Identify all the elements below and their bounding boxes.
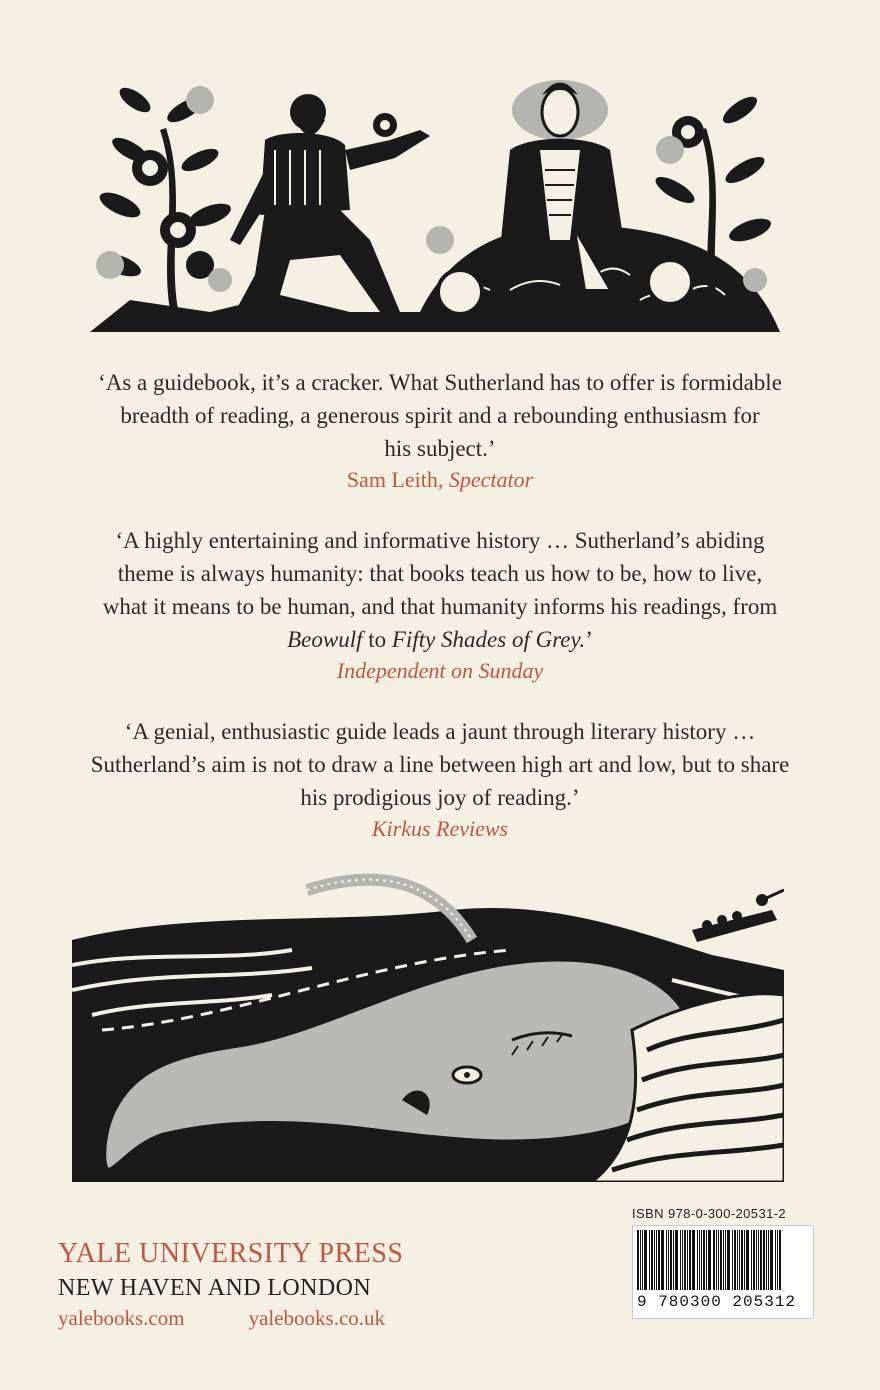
quote-line: theme is always humanity: that books teach us how to be, how to live, [117,561,763,586]
barcode-bar [723,1230,724,1290]
quote-line: his prodigious joy of reading.’ [300,785,580,810]
barcode-bar [760,1230,762,1290]
barcode-bar [692,1230,695,1290]
barcode-bar [701,1230,702,1290]
barcode-bar [744,1230,745,1290]
barcode-bar [706,1230,707,1290]
barcode-bar [766,1230,767,1290]
review-quote-3 [40,715,840,844]
bottom-woodcut-illustration [72,870,784,1182]
barcode-bar [658,1230,660,1290]
quote-source: Independent on Sunday [336,658,544,683]
barcode-bar [668,1230,669,1290]
publisher-name: YALE UNIVERSITY PRESS [58,1238,404,1269]
barcode-bar [732,1230,733,1290]
barcode-bar [751,1230,752,1290]
barcode-bar [666,1230,667,1290]
barcode-bar [651,1230,653,1290]
barcode-bar [725,1230,726,1290]
quote-close: ’ [585,627,593,652]
barcode-digits: 9 780300 205312 [637,1293,797,1311]
barcode-bar [649,1230,650,1290]
barcode-bar [689,1230,691,1290]
website-link-uk[interactable]: yalebooks.co.uk [248,1306,386,1330]
top-woodcut-illustration [90,50,790,335]
website-link-us[interactable]: yalebooks.com [58,1306,185,1330]
barcode-bar [746,1230,749,1290]
publisher-place: NEW HAVEN AND LONDON [58,1275,372,1301]
quote-line: breadth of reading, a generous spirit and a rebounding enthusiasm for [120,403,760,428]
review-quote-1 [40,366,840,495]
barcode-bars [637,1230,809,1290]
quote-line: Sutherland’s aim is not to draw a line between high art and low, but to share [90,752,790,777]
barcode-bar [768,1230,769,1290]
barcode-bar [687,1230,688,1290]
quote-source: Kirkus Reviews [371,816,509,841]
publisher-block [58,1236,404,1332]
barcode-bar [656,1230,657,1290]
barcode-bar [642,1230,643,1290]
barcode-bar [703,1230,705,1290]
barcode-bar [713,1230,715,1290]
quote-line: what it means to be human, and that humanity informs his readings, from [102,594,778,619]
barcode-bar [661,1230,664,1290]
barcode-bar [673,1230,674,1290]
quote-line: his subject.’ [384,436,496,461]
barcode-bar [682,1230,683,1290]
barcode-bar [637,1230,639,1290]
barcode-bar [758,1230,759,1290]
source-publication: Spectator [448,467,534,492]
source-name: Sam Leith, [346,467,449,492]
quote-line [40,623,840,656]
review-quotes [40,366,840,873]
barcode-box [632,1225,814,1319]
barcode-bar [718,1230,719,1290]
barcode-bar [684,1230,686,1290]
quote-line: ‘A highly entertaining and informative history … Sutherland’s abiding [115,528,765,553]
barcode-bar [670,1230,672,1290]
barcode-bar [720,1230,722,1290]
barcode-bar [763,1230,765,1290]
barcode-bar [644,1230,647,1290]
barcode-bar [640,1230,641,1290]
review-quote-2 [40,524,840,686]
quote-line: ‘A genial, enthusiastic guide leads a jaunt through literary history … [124,719,756,744]
barcode-bar [737,1230,738,1290]
barcode-bar [777,1230,778,1290]
isbn-label: ISBN 978-0-300-20531-2 [632,1206,787,1221]
book-title-fifty-shades: Fifty Shades of Grey. [391,627,586,652]
barcode-bar [708,1230,711,1290]
barcode-bar [753,1230,755,1290]
barcode-bar [741,1230,743,1290]
barcode-bar [727,1230,730,1290]
barcode-bar [770,1230,773,1290]
barcode-bar [697,1230,698,1290]
quote-line: ‘As a guidebook, it’s a cracker. What Sutherland has to offer is formidable [98,370,782,395]
quote-source [40,465,840,495]
quote-connector: to [362,627,392,652]
barcode-bar [756,1230,757,1290]
barcode-bar [739,1230,740,1290]
barcode-bar [779,1230,781,1290]
barcode-bar [734,1230,736,1290]
barcode-bar [699,1230,700,1290]
barcode-bar [775,1230,776,1290]
isbn-barcode [632,1206,816,1319]
publisher-links [58,1304,404,1332]
barcode-bar [675,1230,678,1290]
book-title-beowulf: Beowulf [287,627,363,652]
barcode-bar [654,1230,655,1290]
barcode-bar [716,1230,717,1290]
barcode-bar [680,1230,681,1290]
